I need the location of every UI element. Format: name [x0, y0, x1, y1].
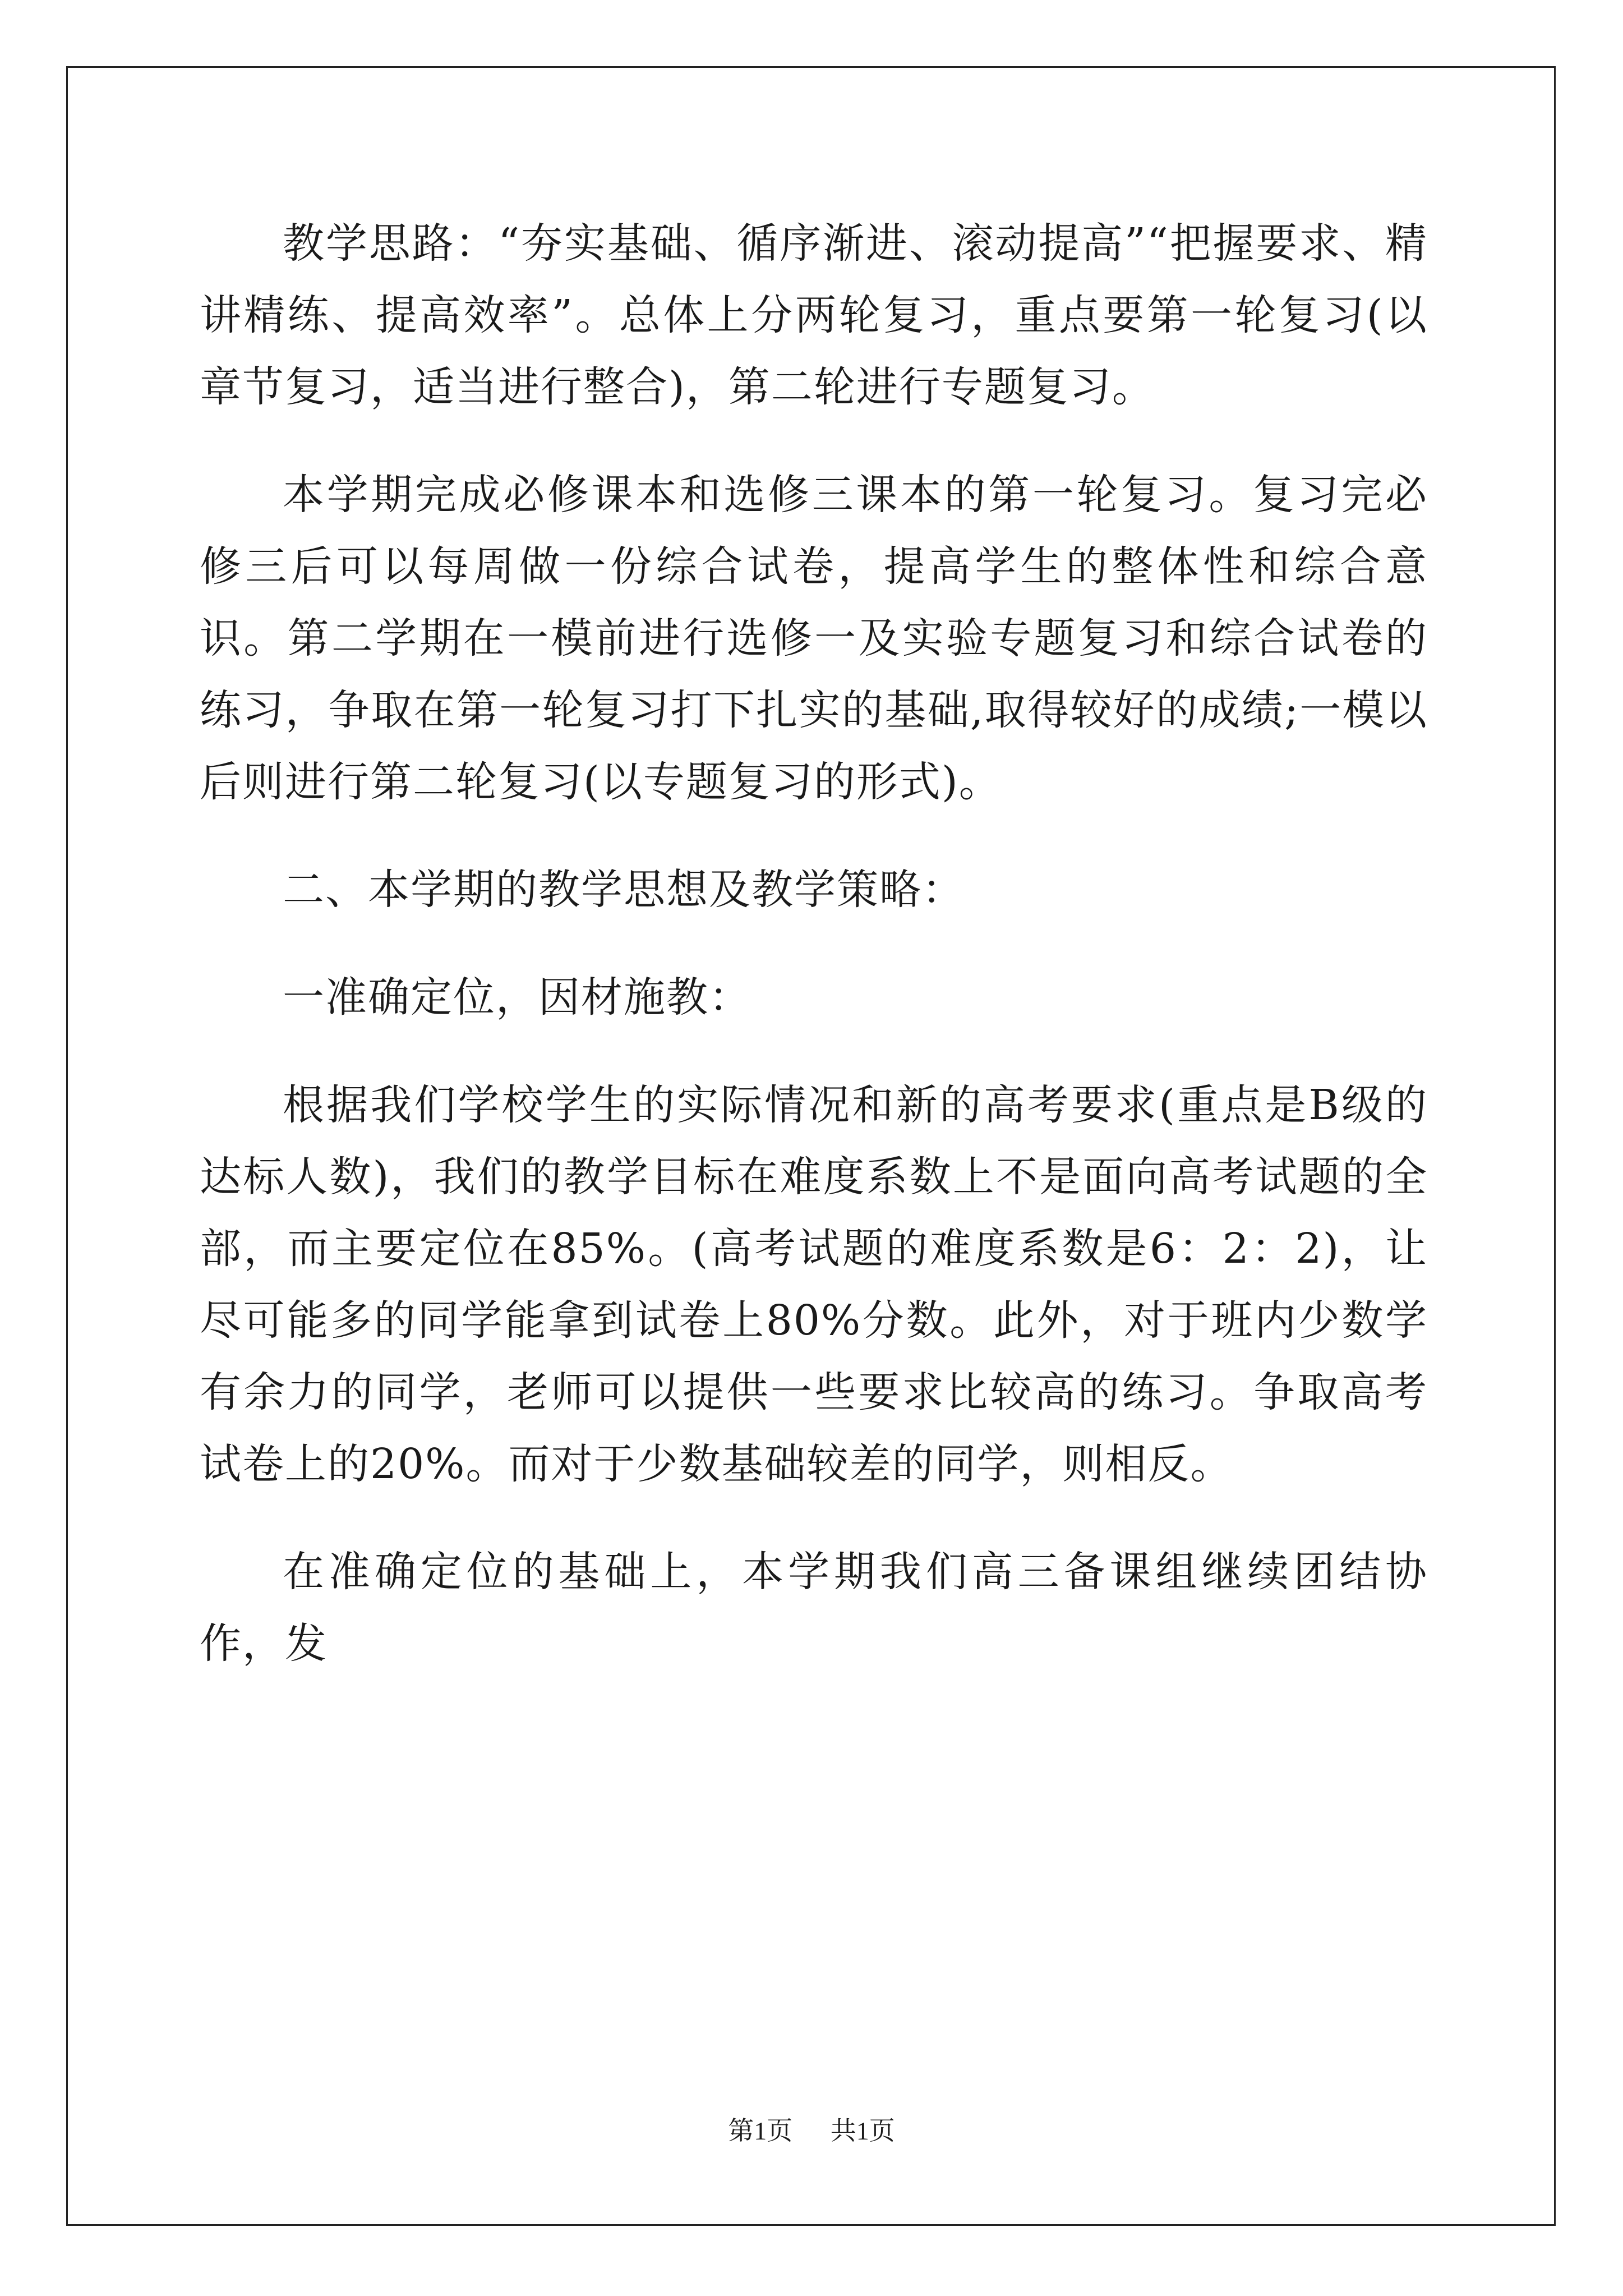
page-number: 第1页 — [728, 2116, 793, 2145]
section-heading-strategy: 二、本学期的教学思想及教学策略： — [283, 866, 965, 914]
paragraph-collaboration: 在准确定位的基础上，本学期我们高三备课组继续团结协作，发 — [200, 1548, 1428, 1668]
paragraph-teaching-approach: 教学思路：“夯实基础、循序渐进、滚动提高”“把握要求、精讲精练、提高效率”。总体上分两轮复习，重点要第一轮复习(以章节复习，适当进行整合)，第二轮进行专题复习。 — [200, 219, 1428, 411]
page-footer — [0, 2110, 1623, 2147]
paragraph-semester-plan: 本学期完成必修课本和选修三课本的第一轮复习。复习完必修三后可以每周做一份综合试卷，提高学生的整体性和综合意识。第二学期在一模前进行选修一及实验专题复习和综合试卷的练习，争取在第一轮复习打下扎实的基础,取得较好的成绩;一模以后则进行第二轮复习(以专题复习的形式)。 — [200, 471, 1428, 806]
page-total: 共1页 — [830, 2116, 895, 2145]
subheading-positioning: 一准确定位，因材施教： — [283, 973, 751, 1022]
paragraph-targets: 根据我们学校学生的实际情况和新的高考要求(重点是B级的达标人数)，我们的教学目标在难度系数上不是面向高考试题的全部，而主要定位在85%。(高考试题的难度系数是6：2：2)，让尽可能多的同学能拿到试卷上80%分数。此外，对于班内少数学有余力的同学，老师可以提供一些要求比较高的练习。争取高考试卷上的20%。而对于少数基础较差的同学，则相反。 — [200, 1081, 1428, 1488]
document-body — [200, 208, 1428, 1715]
